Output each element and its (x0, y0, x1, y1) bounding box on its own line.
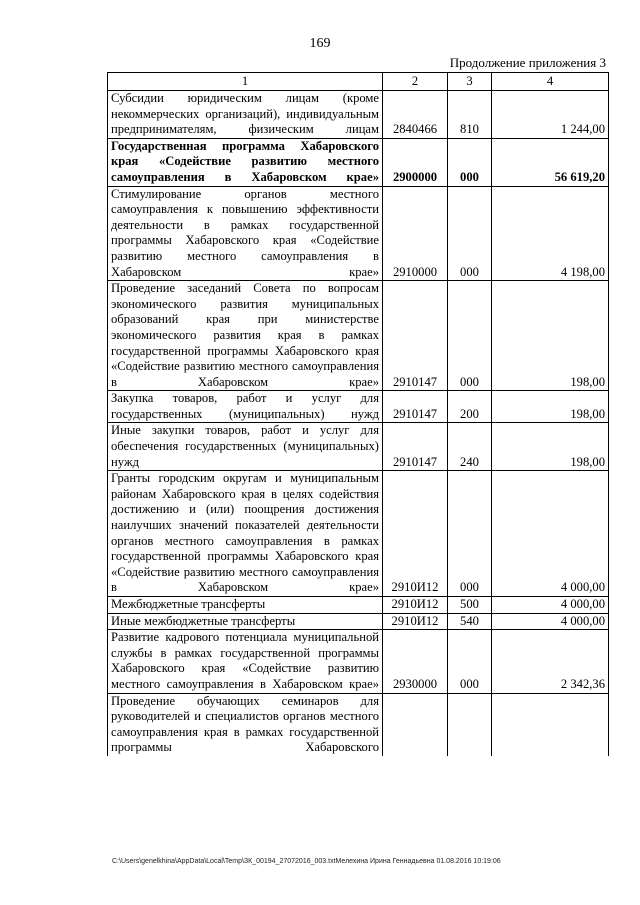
table-row (108, 423, 609, 471)
row-description: Субсидии юридическим лицам (кроме некоммерческих организаций), индивидуальным предпринимателям, физическим лицам (108, 91, 383, 139)
row-amount: 1 244,00 (492, 91, 609, 139)
row-amount: 4 000,00 (492, 597, 609, 614)
row-target-code: 2910И12 (383, 597, 448, 614)
column-header-2: 2 (383, 73, 448, 91)
row-expense-type: 240 (448, 423, 492, 471)
row-amount: 4 198,00 (492, 186, 609, 281)
column-header-3: 3 (448, 73, 492, 91)
row-description: Проведение заседаний Совета по вопросам экономического развития муниципальных образований края при министерстве экономического развития края в рамках государственной программы Хабаровского края «Содействие развитию местного самоуправления в Хабаровском крае» (108, 281, 383, 391)
row-target-code: 2910000 (383, 186, 448, 281)
row-expense-type: 500 (448, 597, 492, 614)
table-row (108, 630, 609, 693)
table-row (108, 391, 609, 423)
row-amount: 4 000,00 (492, 471, 609, 597)
row-amount: 4 000,00 (492, 613, 609, 630)
row-amount: 198,00 (492, 391, 609, 423)
file-path-footer: C:\Users\genelkhina\AppData\Local\Temp\ЗК_00194_27072016_003.txtМелехина Ирина Геннадьевна 01.08.2016 10:19:06 (112, 858, 501, 865)
table-row (108, 186, 609, 281)
row-expense-type: 540 (448, 613, 492, 630)
page-number: 169 (309, 36, 331, 51)
row-description: Государственная программа Хабаровского края «Содействие развитию местного самоуправления в Хабаровском крае» (108, 138, 383, 186)
row-expense-type: 810 (448, 91, 492, 139)
table-header-row (108, 73, 609, 91)
row-description: Стимулирование органов местного самоуправления к повышению эффективности деятельности в рамках государственной программы Хабаровского края «Содействие развитию местного самоуправления в Хабаровском крае» (108, 186, 383, 281)
row-target-code: 2910И12 (383, 471, 448, 597)
row-target-code: 2910147 (383, 391, 448, 423)
row-target-code: 2910147 (383, 281, 448, 391)
table-row (108, 613, 609, 630)
column-header-4: 4 (492, 73, 609, 91)
row-expense-type: 000 (448, 471, 492, 597)
budget-table (107, 72, 609, 756)
row-target-code: 2930000 (383, 630, 448, 693)
row-description: Развитие кадрового потенциала муниципальной службы в рамках государственной программы Хабаровского края «Содействие развитию местного самоуправления в Хабаровском крае» (108, 630, 383, 693)
row-amount: 2 342,36 (492, 630, 609, 693)
row-expense-type: 200 (448, 391, 492, 423)
row-target-code: 2910147 (383, 423, 448, 471)
row-description: Иные межбюджетные трансферты (108, 613, 383, 630)
row-expense-type: 000 (448, 186, 492, 281)
table-row (108, 597, 609, 614)
row-description: Иные закупки товаров, работ и услуг для обеспечения государственных (муниципальных) нужд (108, 423, 383, 471)
table-row (108, 471, 609, 597)
row-amount: 198,00 (492, 281, 609, 391)
row-description: Проведение обучающих семинаров для руководителей и специалистов органов местного самоуправления края в рамках государственной программы Хабаровского (108, 693, 383, 756)
row-description: Межбюджетные трансферты (108, 597, 383, 614)
row-expense-type: 000 (448, 138, 492, 186)
row-amount: 198,00 (492, 423, 609, 471)
table-row (108, 693, 609, 756)
table-row (108, 91, 609, 139)
row-target-code: 2910И12 (383, 613, 448, 630)
table-row (108, 138, 609, 186)
row-expense-type: 000 (448, 281, 492, 391)
row-expense-type: 000 (448, 630, 492, 693)
row-description: Закупка товаров, работ и услуг для государственных (муниципальных) нужд (108, 391, 383, 423)
row-target-code: 2900000 (383, 138, 448, 186)
row-expense-type (448, 693, 492, 756)
row-description: Гранты городским округам и муниципальным районам Хабаровского края в целях содействия достижению и (или) поощрения достижения наилучших значений показателей деятельности органов местного самоуправления в рамках государственной программы Хабаровского края «Содействие развитию местного самоуправления в Хабаровском крае» (108, 471, 383, 597)
row-target-code: 2840466 (383, 91, 448, 139)
continuation-label: Продолжение приложения 3 (449, 55, 606, 70)
row-target-code (383, 693, 448, 756)
row-amount (492, 693, 609, 756)
table-row (108, 281, 609, 391)
row-amount: 56 619,20 (492, 138, 609, 186)
column-header-1: 1 (108, 73, 383, 91)
